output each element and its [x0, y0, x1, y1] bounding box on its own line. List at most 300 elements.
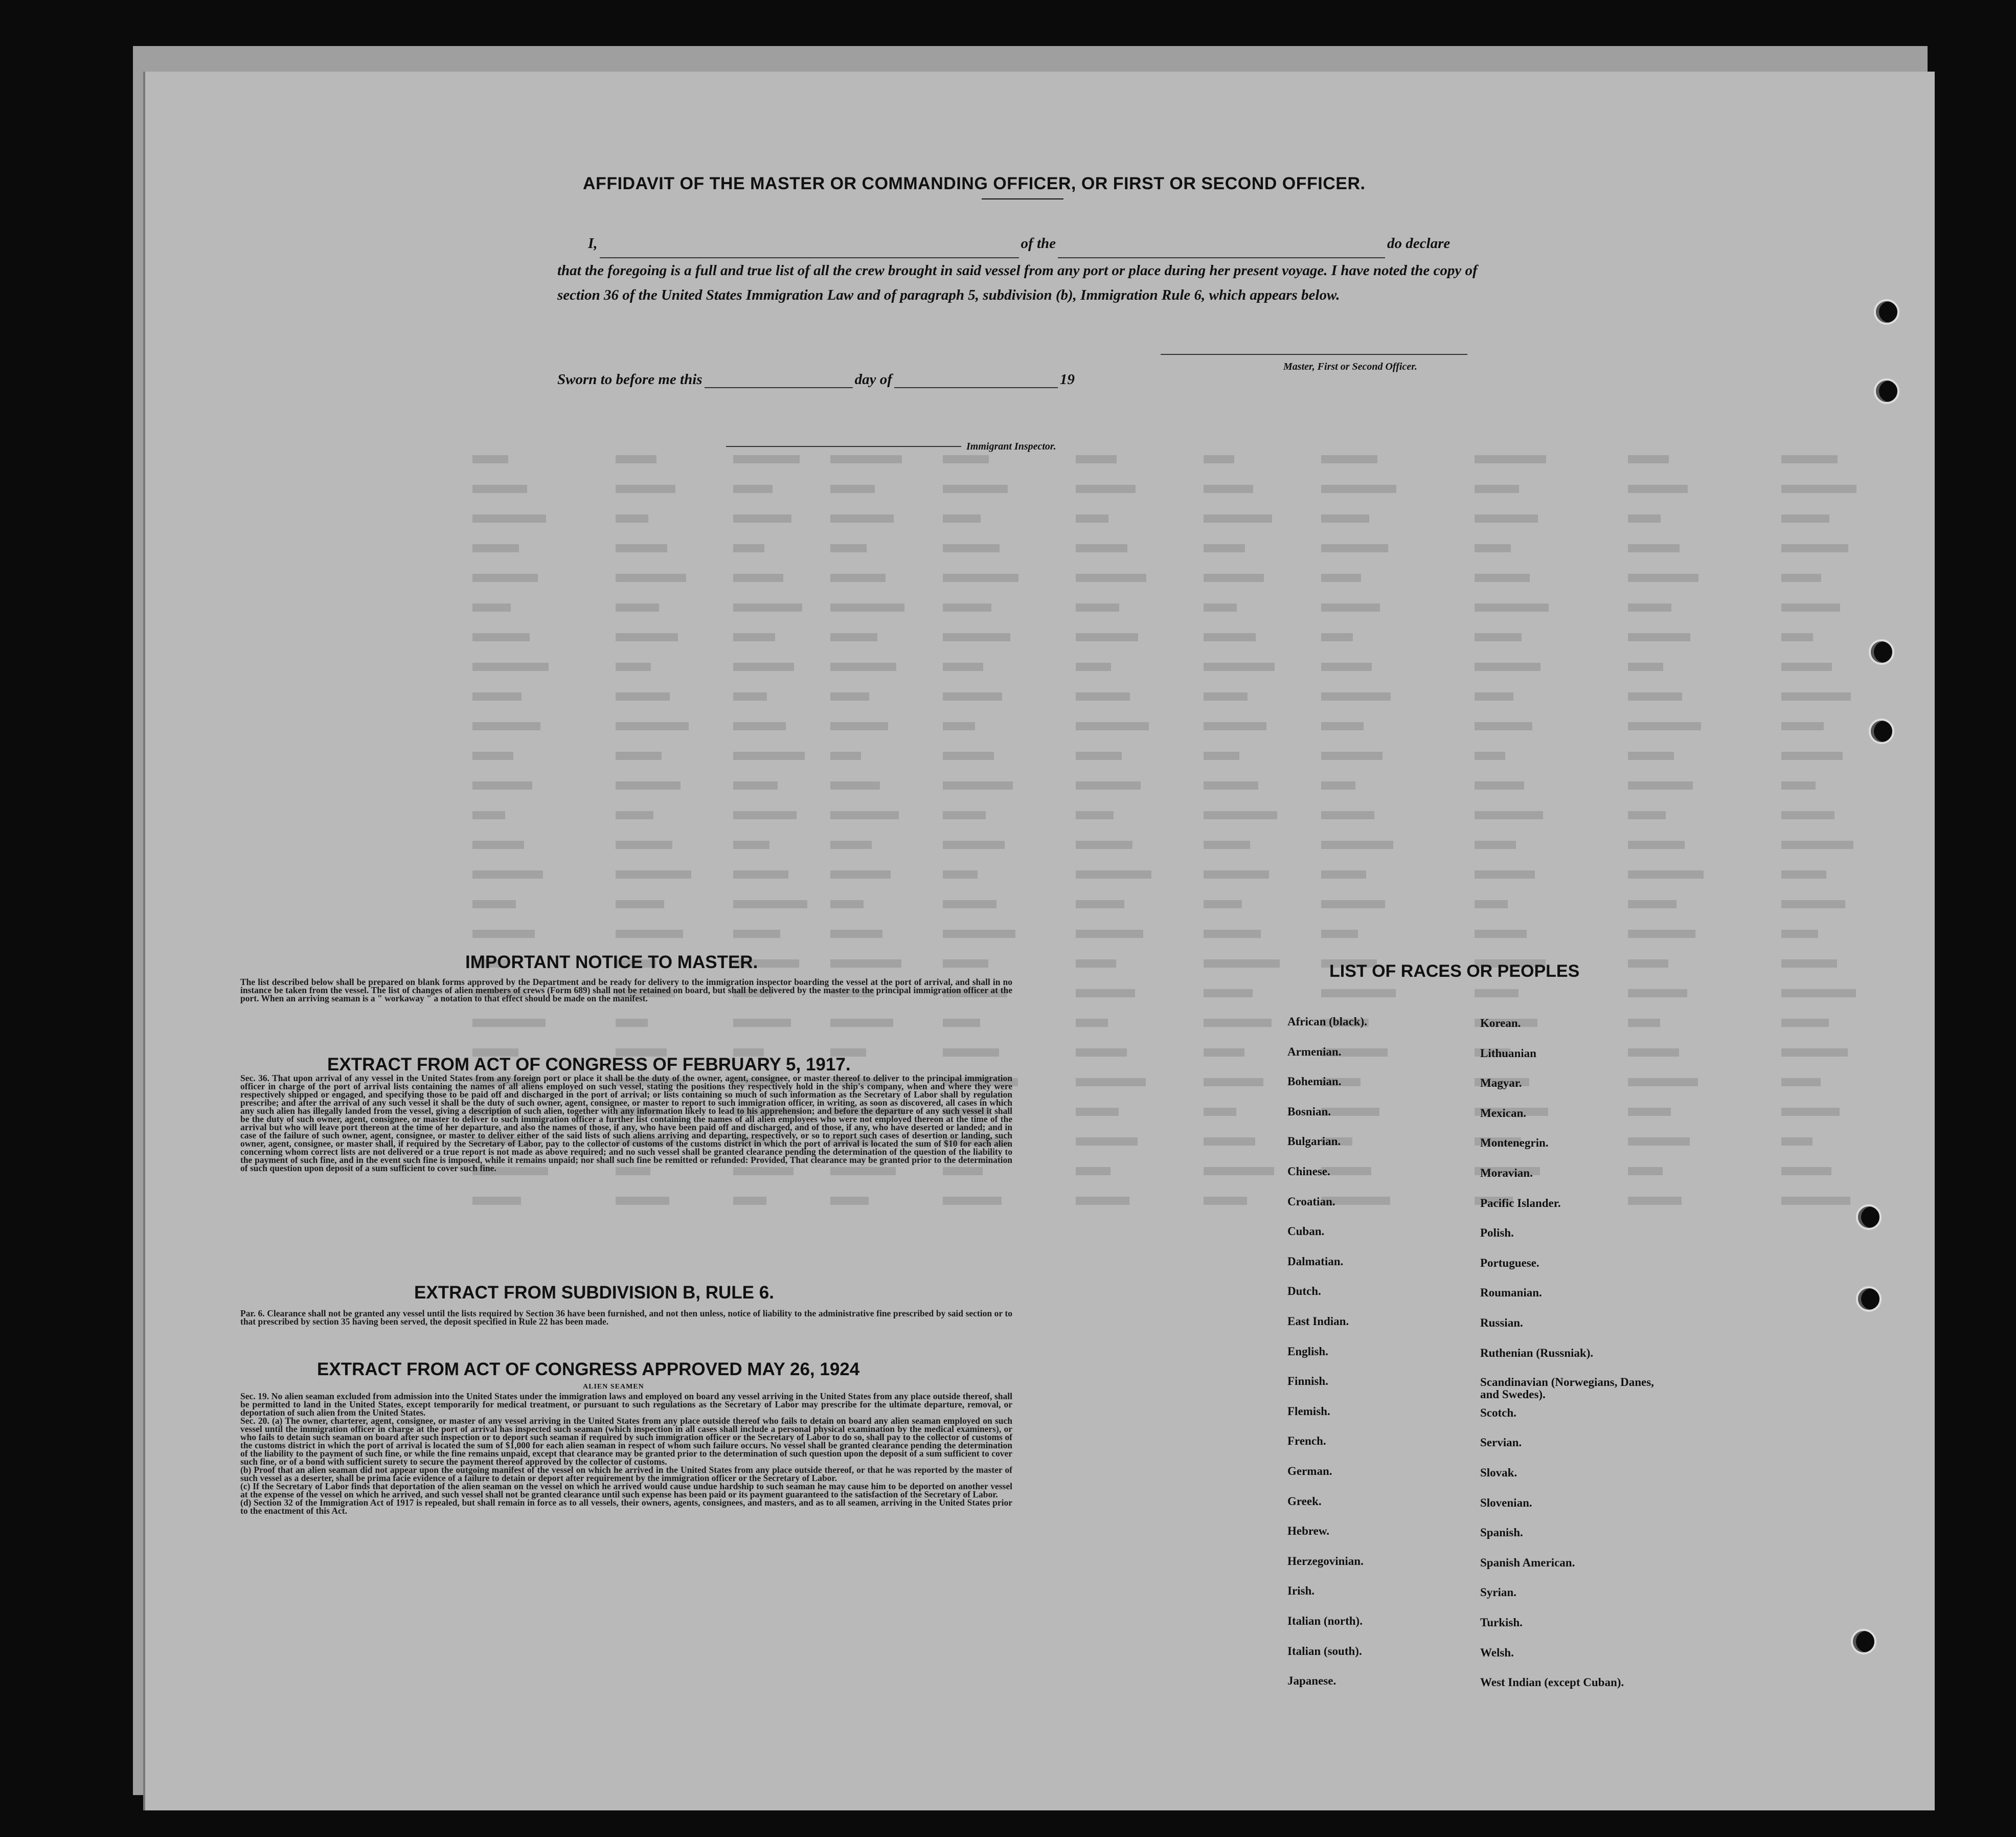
bleed-through-mark [616, 870, 691, 879]
bleed-through-mark [616, 633, 678, 641]
bleed-through-mark [1781, 1048, 1848, 1057]
bleed-through-mark [1321, 722, 1364, 730]
bleed-through-mark [1781, 692, 1851, 701]
bleed-through-mark [1321, 455, 1377, 463]
bleed-through-mark [1076, 722, 1149, 730]
bleed-through-mark [616, 544, 667, 552]
bleed-through-row [145, 544, 1935, 556]
vessel-name-field[interactable] [1058, 244, 1385, 258]
extract-1924-title: EXTRACT FROM ACT OF CONGRESS APPROVED MAY 26, 1924 [317, 1359, 860, 1379]
extract-1924-text: Sec. 19. No alien seaman excluded from admission into the United States under the immigration laws and employed on board any vessel arriving in the United States from any place outside thereof, shall be permitted to land in the United States, except temporarily for medical treatment, or pursuant to such regulations as the Secretary of Labor may prescribe for the ultimate departure, removal, or deportation of such alien from the United States. Sec. 20. (a) The owner, charterer, agent, consignee, or master of any vessel arriving in the United States from any place outside thereof who fails to detain on board any alien seaman employed on such vessel until the immigration officer in charge at the port of arrival has inspected such seaman (which inspection in all cases shall include a personal physical examination by the medical examiners), or who fails to detain such seaman on board after such inspection or to deport such seaman if required by such immigration officer or the Secretary of Labor to do so, shall pay to the collector of customs of the customs district in which the port of arrival is located the sum of $1,000 for each alien seaman in respect of whom such failure occurs. No vessel shall be granted clearance pending the determination of the liability to the payment of such fine, or while the fine remains unpaid, except that clearance may be granted prior to the determination of such question upon the deposit of a sum sufficient to cover such fine, or of a bond with sufficient surety to secure the payment thereof approved by the collector of customs. (b) Proof that an alien seaman did not appear upon the outgoing manifest of the vessel on which he arrived in the United States from any place outside thereof, or that he was reported by the master of such vessel as a deserter, shall be prima facie evidence of a failure to detain or deport after requirement by the immigration officer or the Secretary of Labor. (c) If the Secretary of Labor finds that deportation of the alien seaman on the vessel on which he arrived would cause undue hardship to such seaman he may cause him to be deported on another vessel at the expense of the vessel on which he arrived, and such vessel shall not be granted clearance until such expense has been paid or its payment guaranteed to the satisfaction of the Secretary of Labor. (d) Section 32 of the Immigration Act of 1917 is repealed, but shall remain in force as to all vessels, their owners, agents, consignees, and masters, and as to all seamen, arriving in the United States prior to the enactment of this Act. [240, 1391, 1012, 1516]
bleed-through-mark [1204, 1078, 1263, 1086]
bleed-through-mark [1204, 574, 1264, 582]
bleed-through-mark [1628, 663, 1663, 671]
bleed-through-mark [943, 841, 1005, 849]
day-of-label: day of [854, 371, 892, 388]
bleed-through-mark [1076, 633, 1138, 641]
bleed-through-mark [1475, 781, 1524, 790]
bleed-through-mark [616, 455, 656, 463]
bleed-through-mark [1628, 752, 1674, 760]
bleed-through-mark [1204, 959, 1280, 968]
bleed-through-mark [733, 930, 780, 938]
bleed-through-mark [1076, 455, 1117, 463]
bleed-through-mark [1321, 514, 1369, 523]
bleed-through-mark [733, 1197, 766, 1205]
bleed-through-mark [830, 1019, 893, 1027]
bleed-through-mark [1204, 811, 1277, 819]
manifest-page [143, 72, 1935, 1810]
bleed-through-mark [616, 811, 653, 819]
bleed-through-row [145, 811, 1935, 823]
affidavit-declaration [557, 231, 1503, 307]
bleed-through-mark [1475, 811, 1543, 819]
notice-title: IMPORTANT NOTICE TO MASTER. [465, 952, 758, 972]
bleed-through-row [145, 633, 1935, 645]
race-item: Italian (south). [1287, 1644, 1362, 1657]
bleed-through-mark [472, 574, 538, 582]
bleed-through-mark [943, 870, 978, 879]
extract-rule6-text: Par. 6. Clearance shall not be granted any vessel until the lists required by Section 36 have been furnished, and not then unless, notice of liability to the administrative fine prescribed by said section or to that prescribed by section 35 having been served, the deposit specified in Rule 22 has been made. [240, 1308, 1012, 1327]
race-item: Dutch. [1287, 1285, 1321, 1298]
bleed-through-mark [1628, 455, 1669, 463]
bleed-through-mark [733, 633, 775, 641]
binder-hole [1856, 1204, 1882, 1230]
bleed-through-mark [1628, 574, 1698, 582]
bleed-through-mark [1321, 752, 1383, 760]
bleed-through-mark [472, 485, 527, 493]
bleed-through-mark [943, 663, 983, 671]
race-item: French. [1287, 1435, 1326, 1448]
bleed-through-mark [1475, 663, 1541, 671]
bleed-through-mark [1204, 1167, 1274, 1175]
bleed-through-mark [1781, 1078, 1821, 1086]
race-item: Bohemian. [1287, 1075, 1342, 1088]
bleed-through-mark [1204, 514, 1272, 523]
bleed-through-mark [830, 1197, 869, 1205]
race-item: English. [1287, 1345, 1328, 1358]
bleed-through-mark [733, 1019, 791, 1027]
bleed-through-mark [1475, 870, 1535, 879]
bleed-through-mark [1781, 1167, 1831, 1175]
bleed-through-mark [1076, 514, 1108, 523]
binder-hole [1869, 639, 1894, 665]
bleed-through-mark [943, 1019, 980, 1027]
bleed-through-mark [1475, 455, 1546, 463]
bleed-through-mark [1781, 663, 1832, 671]
bleed-through-row [145, 485, 1935, 497]
bleed-through-mark [733, 455, 800, 463]
race-item: Slovak. [1480, 1466, 1517, 1479]
bleed-through-mark [1628, 1197, 1682, 1205]
bleed-through-mark [1204, 1019, 1272, 1027]
bleed-through-mark [472, 870, 543, 879]
bleed-through-mark [1321, 663, 1372, 671]
bleed-through-mark [616, 485, 675, 493]
bleed-through-mark [1628, 514, 1661, 523]
bleed-through-mark [733, 544, 764, 552]
bleed-through-mark [943, 603, 991, 612]
bleed-through-mark [1204, 544, 1245, 552]
race-item: Scandinavian (Norwegians, Danes, and Swedes). [1480, 1376, 1654, 1401]
bleed-through-mark [1628, 485, 1688, 493]
bleed-through-mark [472, 841, 524, 849]
bleed-through-mark [1781, 544, 1848, 552]
race-item: Italian (north). [1287, 1615, 1363, 1627]
bleed-through-mark [1204, 752, 1239, 760]
bleed-through-mark [1321, 692, 1391, 701]
bleed-through-mark [830, 455, 902, 463]
race-item: Korean. [1480, 1017, 1521, 1029]
extract-rule6-title: EXTRACT FROM SUBDIVISION B, RULE 6. [414, 1283, 774, 1303]
bleed-through-mark [1204, 633, 1256, 641]
race-item: Syrian. [1480, 1586, 1516, 1599]
bleed-through-row [145, 841, 1935, 853]
bleed-through-mark [1628, 1048, 1679, 1057]
bleed-through-mark [1076, 574, 1146, 582]
bleed-through-mark [1628, 633, 1690, 641]
race-item: Montenegrin. [1480, 1136, 1549, 1150]
bleed-through-mark [1076, 900, 1124, 908]
bleed-through-mark [616, 1019, 648, 1027]
race-item: Finnish. [1287, 1375, 1328, 1388]
bleed-through-mark [1204, 1197, 1247, 1205]
bleed-through-mark [1475, 752, 1505, 760]
race-item: Hebrew. [1287, 1525, 1329, 1538]
bleed-through-mark [1781, 900, 1845, 908]
race-item: Turkish. [1480, 1616, 1523, 1629]
bleed-through-mark [1204, 930, 1261, 938]
race-item: Russian. [1480, 1316, 1523, 1329]
race-item: Chinese. [1287, 1165, 1330, 1178]
bleed-through-mark [830, 930, 882, 938]
race-item: Roumanian. [1480, 1286, 1542, 1300]
binder-hole [1869, 719, 1894, 744]
bleed-through-mark [733, 811, 797, 819]
bleed-through-mark [1204, 692, 1248, 701]
race-item: Lithuanian [1480, 1046, 1536, 1060]
bleed-through-mark [943, 781, 1013, 790]
officer-name-field[interactable] [600, 244, 1019, 258]
bleed-through-mark [1076, 603, 1119, 612]
bleed-through-mark [943, 692, 1002, 701]
bleed-through-mark [1475, 603, 1549, 612]
race-item: Bulgarian. [1287, 1135, 1341, 1148]
bleed-through-mark [1781, 870, 1826, 879]
bleed-through-mark [1204, 1048, 1244, 1057]
bleed-through-mark [1321, 930, 1358, 938]
extract-1917-title: EXTRACT FROM ACT OF CONGRESS OF FEBRUARY 5, 1917. [327, 1055, 851, 1074]
bleed-through-mark [1204, 870, 1269, 879]
bleed-through-mark [1628, 1019, 1660, 1027]
bleed-through-mark [733, 722, 786, 730]
bleed-through-mark [1321, 900, 1385, 908]
bleed-through-mark [830, 722, 888, 730]
bleed-through-mark [1076, 1019, 1108, 1027]
bleed-through-mark [733, 603, 802, 612]
bleed-through-mark [616, 930, 683, 938]
race-item: Croatian. [1287, 1195, 1335, 1208]
race-item: African (black). [1287, 1015, 1367, 1028]
bleed-through-mark [943, 1048, 999, 1057]
of-the-label: of the [1021, 235, 1056, 252]
bleed-through-row [145, 930, 1935, 942]
sworn-row [557, 371, 1075, 388]
bleed-through-mark [472, 692, 522, 701]
bleed-through-mark [943, 722, 975, 730]
bleed-through-mark [1781, 989, 1856, 997]
bleed-through-mark [1781, 455, 1838, 463]
bleed-through-mark [1475, 930, 1527, 938]
bleed-through-mark [1781, 574, 1821, 582]
bleed-through-mark [1321, 989, 1396, 997]
bleed-through-mark [830, 663, 896, 671]
race-item: Servian. [1480, 1436, 1522, 1449]
race-item: Spanish American. [1480, 1556, 1575, 1569]
race-item: Ruthenian (Russniak). [1480, 1346, 1594, 1359]
bleed-through-mark [1475, 989, 1519, 997]
bleed-through-mark [1321, 870, 1366, 879]
year-label: 19 [1059, 371, 1075, 388]
bleed-through-mark [733, 574, 783, 582]
bleed-through-mark [830, 811, 899, 819]
binder-hole [1874, 378, 1899, 404]
master-caption: Master, First or Second Officer. [1283, 361, 1417, 372]
bleed-through-mark [830, 959, 901, 968]
bleed-through-mark [1628, 781, 1693, 790]
bleed-through-mark [733, 663, 794, 671]
races-title: LIST OF RACES OR PEOPLES [1329, 961, 1580, 981]
bleed-through-row [145, 514, 1935, 527]
bleed-through-mark [733, 870, 788, 879]
bleed-through-mark [1076, 959, 1116, 968]
bleed-through-mark [1781, 514, 1829, 523]
bleed-through-mark [1781, 1197, 1850, 1205]
bleed-through-mark [1076, 870, 1151, 879]
bleed-through-mark [1628, 1078, 1698, 1086]
bleed-through-row [145, 455, 1935, 467]
bleed-through-mark [1628, 930, 1695, 938]
bleed-through-row [145, 663, 1935, 675]
bleed-through-mark [1076, 1108, 1119, 1116]
bleed-through-mark [1204, 781, 1258, 790]
bleed-through-mark [1076, 1197, 1129, 1205]
declare-label: do declare [1387, 235, 1451, 252]
bleed-through-mark [943, 1197, 1002, 1205]
bleed-through-mark [1076, 989, 1135, 997]
bleed-through-mark [1628, 989, 1687, 997]
affidavit-title: AFFIDAVIT OF THE MASTER OR COMMANDING OFFICER, OR FIRST OR SECOND OFFICER. [583, 174, 1366, 193]
bleed-through-mark [1781, 930, 1818, 938]
bleed-through-mark [943, 752, 994, 760]
bleed-through-row [145, 603, 1935, 616]
bleed-through-mark [472, 1197, 521, 1205]
bleed-through-mark [1475, 722, 1532, 730]
bleed-through-mark [472, 544, 519, 552]
bleed-through-mark [1076, 1137, 1138, 1146]
bleed-through-mark [1628, 870, 1704, 879]
bleed-through-mark [830, 574, 886, 582]
bleed-through-mark [733, 514, 791, 523]
bleed-through-mark [1321, 603, 1380, 612]
bleed-through-mark [1781, 1108, 1840, 1116]
bleed-through-mark [1321, 781, 1355, 790]
bleed-through-mark [733, 752, 805, 760]
bleed-through-mark [1475, 841, 1516, 849]
bleed-through-mark [830, 692, 869, 701]
bleed-through-mark [616, 574, 686, 582]
bleed-through-mark [1475, 485, 1519, 493]
bleed-through-mark [1076, 485, 1136, 493]
bleed-through-mark [733, 485, 773, 493]
bleed-through-mark [1781, 959, 1837, 968]
affidavit-body: that the foregoing is a full and true list of all the crew brought in said vessel from any port or place during her present voyage. I have noted the copy of section 36 of the United States Immigration Law and of paragraph 5, subdivision (b), Immigration Rule 6, which appears below. [557, 262, 1478, 303]
bleed-through-mark [1475, 633, 1522, 641]
bleed-through-row [145, 781, 1935, 794]
bleed-through-mark [1076, 663, 1111, 671]
bleed-through-crew-list [145, 72, 1935, 1810]
bleed-through-mark [1628, 811, 1666, 819]
bleed-through-mark [943, 633, 1010, 641]
bleed-through-mark [1781, 811, 1834, 819]
bleed-through-mark [830, 485, 875, 493]
bleed-through-mark [830, 900, 864, 908]
alien-seamen-subtitle: ALIEN SEAMEN [583, 1383, 644, 1391]
race-item: East Indian. [1287, 1315, 1349, 1328]
bleed-through-mark [1628, 603, 1671, 612]
bleed-through-mark [1076, 781, 1141, 790]
bleed-through-mark [1204, 722, 1266, 730]
race-item: Moravian. [1480, 1167, 1533, 1179]
race-item: Spanish. [1480, 1526, 1523, 1539]
bleed-through-mark [1628, 722, 1701, 730]
bleed-through-row [145, 574, 1935, 586]
bleed-through-mark [616, 900, 664, 908]
bleed-through-mark [1781, 1019, 1829, 1027]
bleed-through-mark [830, 841, 872, 849]
race-item: Flemish. [1287, 1404, 1330, 1418]
bleed-through-mark [733, 900, 807, 908]
race-item: Magyar. [1480, 1077, 1522, 1090]
bleed-through-mark [616, 752, 662, 760]
bleed-through-mark [1628, 692, 1682, 701]
bleed-through-mark [472, 900, 516, 908]
bleed-through-mark [1204, 455, 1234, 463]
bleed-through-mark [1628, 544, 1680, 552]
race-item: Mexican. [1480, 1106, 1527, 1119]
sworn-month-field[interactable] [894, 374, 1058, 388]
bleed-through-mark [1204, 1108, 1236, 1116]
bleed-through-mark [1781, 633, 1813, 641]
bleed-through-mark [830, 781, 880, 790]
bleed-through-mark [943, 900, 996, 908]
bleed-through-mark [616, 781, 681, 790]
title-underline [982, 198, 1063, 199]
bleed-through-mark [1321, 841, 1393, 849]
bleed-through-mark [1781, 841, 1853, 849]
bleed-through-row [145, 722, 1935, 734]
bleed-through-mark [943, 514, 981, 523]
bleed-through-mark [1475, 900, 1508, 908]
bleed-through-mark [1321, 811, 1374, 819]
bleed-through-mark [1781, 722, 1824, 730]
bleed-through-mark [943, 485, 1008, 493]
bleed-through-mark [1204, 663, 1275, 671]
bleed-through-row [145, 692, 1935, 705]
bleed-through-mark [943, 930, 1015, 938]
bleed-through-mark [733, 692, 767, 701]
bleed-through-mark [1204, 603, 1237, 612]
bleed-through-mark [1781, 603, 1840, 612]
race-item: Slovenian. [1480, 1496, 1532, 1509]
bleed-through-mark [616, 603, 659, 612]
bleed-through-mark [1076, 841, 1132, 849]
bleed-through-mark [472, 752, 513, 760]
bleed-through-mark [1475, 544, 1511, 552]
race-item: Polish. [1480, 1226, 1514, 1240]
race-item: Bosnian. [1287, 1105, 1331, 1118]
sworn-day-field[interactable] [705, 374, 853, 388]
bleed-through-row [145, 959, 1935, 972]
bleed-through-mark [472, 781, 532, 790]
bleed-through-mark [472, 633, 530, 641]
i-label: I, [588, 235, 598, 252]
race-item: Cuban. [1287, 1225, 1325, 1238]
bleed-through-mark [1475, 692, 1513, 701]
bleed-through-mark [1321, 485, 1396, 493]
bleed-through-mark [472, 603, 511, 612]
bleed-through-row [145, 1197, 1935, 1209]
bleed-through-mark [616, 722, 689, 730]
bleed-through-mark [1204, 485, 1253, 493]
bleed-through-mark [1076, 692, 1130, 701]
race-item: Irish. [1287, 1584, 1315, 1598]
bleed-through-mark [1628, 959, 1668, 968]
race-item: Armenian. [1287, 1045, 1342, 1058]
bleed-through-mark [1076, 1167, 1111, 1175]
bleed-through-mark [616, 841, 672, 849]
bleed-through-mark [1781, 752, 1843, 760]
bleed-through-mark [616, 514, 648, 523]
bleed-through-mark [1204, 989, 1253, 997]
bleed-through-mark [1076, 544, 1127, 552]
bleed-through-mark [472, 455, 508, 463]
bleed-through-mark [830, 633, 877, 641]
bleed-through-mark [1628, 841, 1685, 849]
sworn-label: Sworn to before me this [557, 371, 703, 388]
bleed-through-row [145, 752, 1935, 764]
bleed-through-mark [943, 455, 989, 463]
bleed-through-mark [830, 544, 867, 552]
bleed-through-mark [1781, 485, 1856, 493]
inspector-signature-line[interactable] [726, 446, 961, 447]
bleed-through-mark [472, 722, 540, 730]
binder-hole [1874, 299, 1899, 325]
bleed-through-mark [472, 930, 535, 938]
bleed-through-mark [1628, 1137, 1690, 1146]
bleed-through-mark [1204, 900, 1242, 908]
bleed-through-mark [1076, 1078, 1146, 1086]
bleed-through-mark [1321, 544, 1388, 552]
bleed-through-mark [1204, 1137, 1255, 1146]
bleed-through-mark [1076, 811, 1114, 819]
bleed-through-mark [943, 811, 986, 819]
master-signature-line[interactable] [1161, 354, 1467, 355]
bleed-through-mark [1204, 841, 1250, 849]
bleed-through-mark [472, 663, 549, 671]
bleed-through-mark [472, 1019, 546, 1027]
bleed-through-mark [1321, 633, 1353, 641]
extract-1917-text: Sec. 36. That upon arrival of any vessel in the United States from any foreign port or place it shall be the duty of the owner, agent, consignee, or master thereof to deliver to the principal immigration officer in charge of the port of arrival lists containing the names of all aliens employed on such vessel, stating the positions they respectively hold in the ship's company, when and where they were respectively shipped or engaged, and specifying those to be paid off and discharged in the port of arrival; or lists containing so much of such information as the Secretary of Labor shall by regulation prescribe; and after the arrival of any such vessel it shall be the duty of such owner, agent, consignee, or master to report to such immigration officer, in writing, as soon as discovered, all cases in which any such alien has illegally landed from the vessel, giving a description of such alien, together with any information likely to lead to his apprehension; and before the departure of any such vessel it shall be the duty of such owner, agent, consignee, or master to deliver to such immigration officer a further list containing the names of all alien employees who were not employed thereon at the time of the arrival but who will leave port thereon at the time of her departure, and also the names of those, if any, who have been paid off and discharged, and of those, if any, who have deserted or landed; and in case of the failure of such owner, agent, consignee, or master to deliver either of the said lists of such aliens arriving and departing, respectively, or so to report such cases of desertion or landing, such owner, agent, consignee, or master shall, if required by the Secretary of Labor, pay to the collector of customs of the customs district in which the port of arrival is located the sum of $10 for each alien concerning whom correct lists are not delivered or a true report is not made as above required; and no such vessel shall be granted clearance pending the determination of the question of the liability to the payment of such fine, and in the event such fine is imposed, while it remains unpaid; nor shall such fine be remitted or refunded: Provided, That clearance may be granted prior to the determination of such question upon deposit of a sum sufficient to cover such fine. [240, 1073, 1012, 1173]
